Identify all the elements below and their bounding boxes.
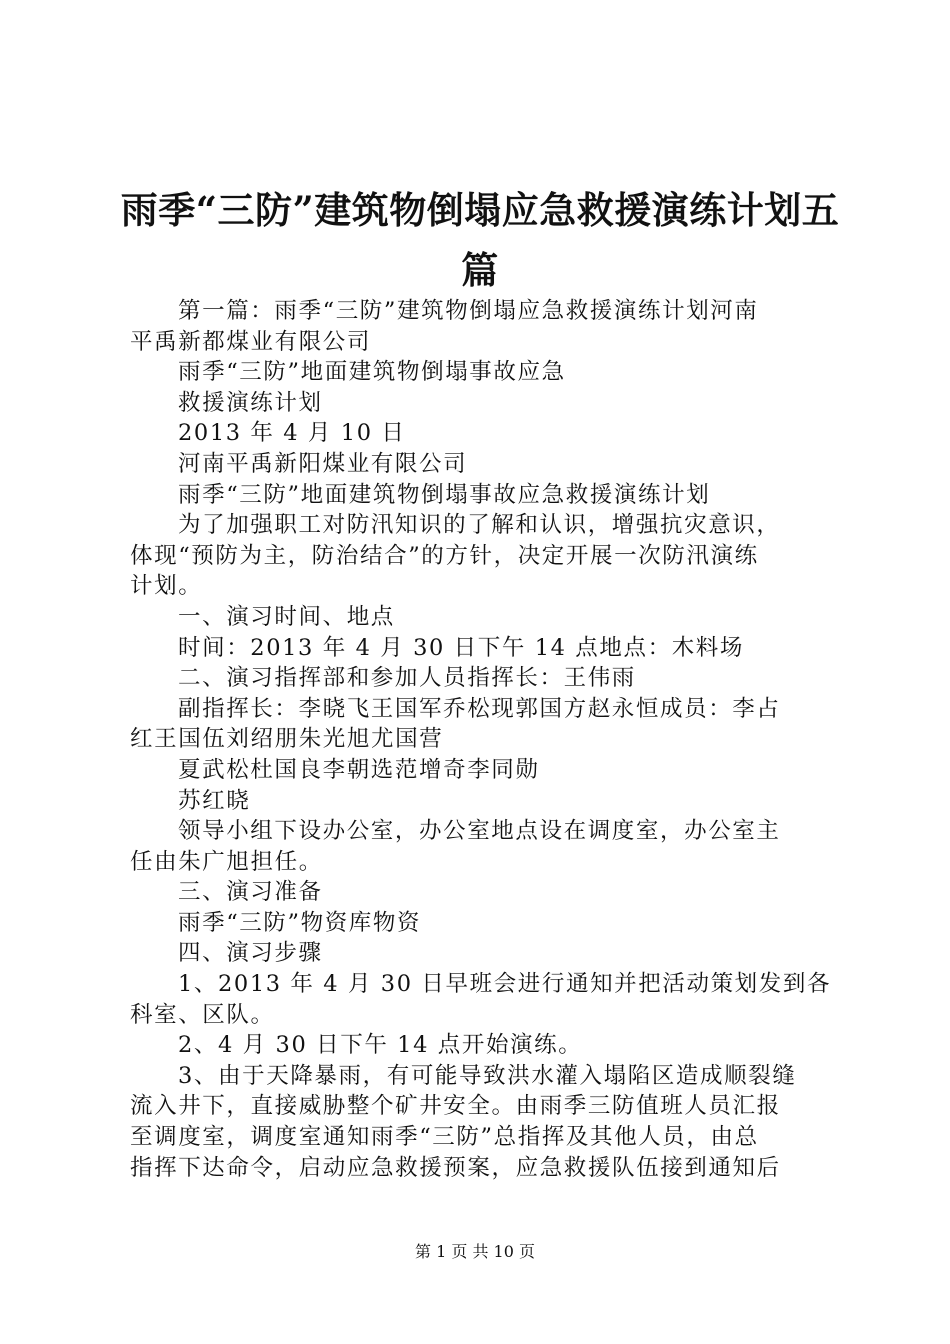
body-line-10: 计划。 [130,573,203,600]
body-line-28: 至调度室，调度室通知雨季“三防”总指挥及其他人员，由总 [130,1124,759,1151]
body-line-23: 1、2013 年 4 月 30 日早班会进行通知并把活动策划发到各 [178,971,832,998]
body-line-3: 雨季“三防”地面建筑物倒塌事故应急 [178,359,566,386]
document-title [120,180,840,300]
body-line-9: 体现“预防为主，防治结合”的方针，决定开展一次防汛演练 [130,542,759,569]
body-line-6: 河南平禹新阳煤业有限公司 [178,450,468,477]
body-line-16: 夏武松杜国良李朝选范增奇李同勋 [178,756,540,783]
body-line-13: 二、演习指挥部和参加人员指挥长：王伟雨 [178,665,636,692]
body-line-17: 苏红晓 [178,787,251,814]
body-line-11: 一、演习时间、地点 [178,603,395,630]
body-line-1: 第一篇：雨季“三防”建筑物倒塌应急救援演练计划河南 [178,298,759,324]
body-line-2: 平禹新都煤业有限公司 [130,328,372,355]
body-line-12: 时间：2013 年 4 月 30 日下午 14 点地点：木料场 [178,634,745,661]
document-body [130,296,830,1183]
page-footer: 第 1 页 共 10 页 [415,1242,535,1261]
body-line-19: 任由朱广旭担任。 [130,848,323,875]
body-line-25: 2、4 月 30 日下午 14 点开始演练。 [178,1032,583,1059]
body-line-27: 流入井下，直接威胁整个矿井安全。由雨季三防值班人员汇报 [130,1093,781,1120]
title-line-1: 雨季“三防”建筑物倒塌应急救援演练计划五 [120,188,840,232]
body-line-26: 3、由于天降暴雨，有可能导致洪水灌入塌陷区造成顺裂缝 [178,1062,797,1089]
body-line-7: 雨季“三防”地面建筑物倒塌事故应急救援演练计划 [178,481,711,508]
body-line-15: 红王国伍刘绍朋朱光旭尤国营 [130,726,444,753]
body-line-5: 2013 年 4 月 10 日 [178,420,406,447]
body-line-14: 副指挥长：李晓飞王国军乔松现郭国方赵永恒成员：李占 [178,695,781,722]
body-line-24: 科室、区队。 [130,1001,275,1028]
body-line-29: 指挥下达命令，启动应急救援预案，应急救援队伍接到通知后 [130,1154,781,1181]
body-line-21: 雨季“三防”物资库物资 [178,909,422,936]
title-line-2: 篇 [461,248,499,292]
body-line-22: 四、演习步骤 [178,940,323,967]
body-line-8: 为了加强职工对防汛知识的了解和认识，增强抗灾意识， [178,512,781,539]
body-line-4: 救援演练计划 [178,389,323,416]
body-line-20: 三、演习准备 [178,879,323,906]
body-line-18: 领导小组下设办公室，办公室地点设在调度室，办公室主 [178,818,781,845]
